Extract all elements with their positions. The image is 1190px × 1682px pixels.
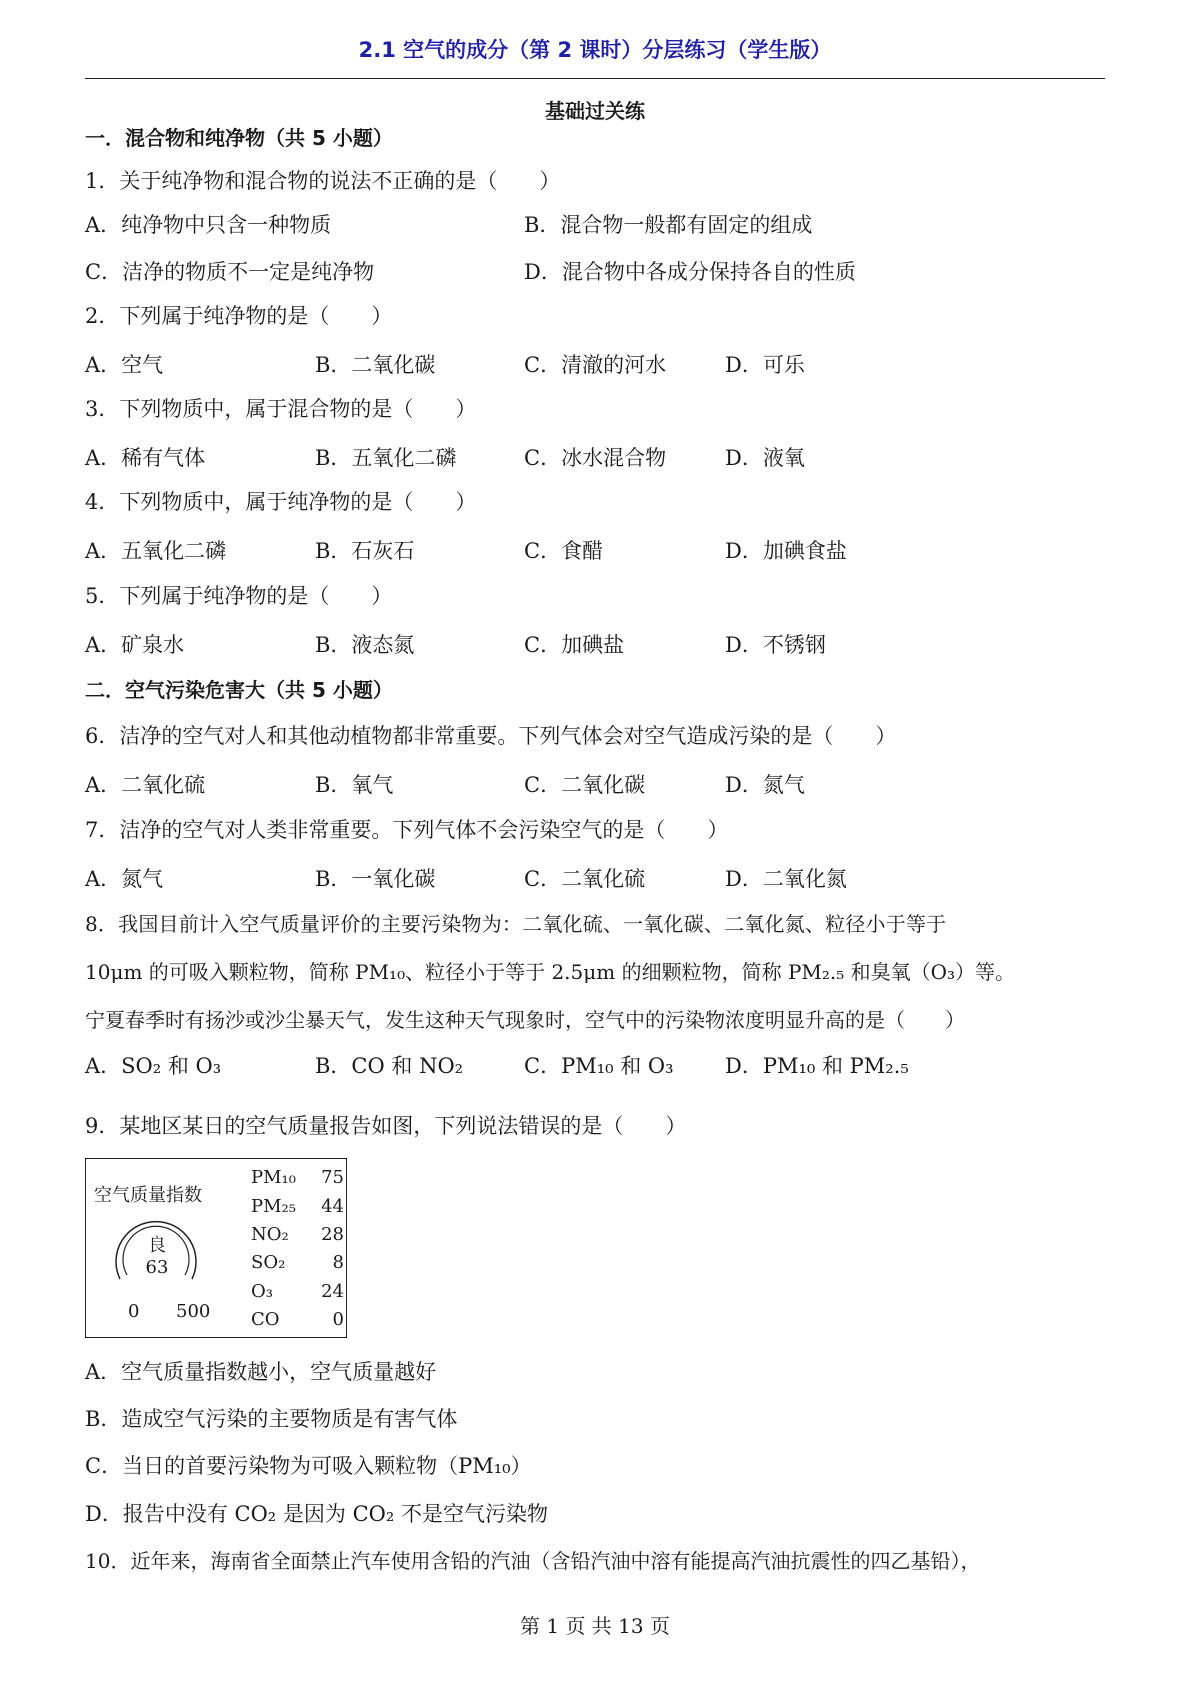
question-7-option-d: D．二氧化氮 [725,867,847,891]
question-6-option-b: B．氧气 [315,773,394,797]
question-4-option-b: B．石灰石 [315,539,415,563]
pollutant-value: 24 [321,1281,344,1302]
question-2-options [85,351,1105,379]
part2-heading: 二．空气污染危害大（共 5 小题） [85,678,393,702]
question-2-option-c: C．清澈的河水 [524,353,667,377]
question-7-option-a: A．氮气 [85,867,164,891]
question-6-option-c: C．二氧化碳 [524,773,646,797]
question-1-stem: 1．关于纯净物和混合物的说法不正确的是（ ） [85,169,561,193]
question-1-option-d: D．混合物中各成分保持各自的性质 [524,260,856,284]
question-7-option-b: B．一氧化碳 [315,867,436,891]
part1-heading: 一．混合物和纯净物（共 5 小题） [85,126,393,150]
pollutant-value: 75 [321,1167,344,1188]
question-9-option-d: D．报告中没有 CO₂ 是因为 CO₂ 不是空气污染物 [85,1502,548,1526]
pollutant-value: 8 [332,1252,344,1273]
question-3-stem: 3．下列物质中，属于混合物的是（ ） [85,397,477,421]
question-5-options [85,631,1105,659]
question-1-option-a: A．纯净物中只含一种物质 [85,213,332,237]
pollutant-name: CO [251,1309,280,1330]
question-8-stem-line2: 10μm 的可吸入颗粒物，简称 PM₁₀、粒径小于等于 2.5μm 的细颗粒物，简称 PM₂.₅ 和臭氧（O₃）等。 [85,960,1016,984]
question-10-stem: 10．近年来，海南省全面禁止汽车使用含铅的汽油（含铅汽油中溶有能提高汽油抗震性的四乙基铅）， [85,1549,981,1573]
aqi-value-text: 63 [145,1257,169,1278]
pollutant-name: PM₂₅ [251,1196,296,1217]
question-1-option-c: C．洁净的物质不一定是纯净物 [85,260,375,284]
question-9-option-c: C．当日的首要污染物为可吸入颗粒物（PM₁₀） [85,1454,532,1478]
air-quality-report-figure [85,1158,347,1338]
header-divider [85,78,1105,79]
question-5-option-c: C．加碘盐 [524,633,625,657]
question-4-stem: 4．下列物质中，属于纯净物的是（ ） [85,490,477,514]
pollutant-name: NO₂ [251,1224,289,1245]
question-1-option-b: B．混合物一般都有固定的组成 [524,213,813,237]
aqi-label: 空气质量指数 [94,1185,202,1206]
pollutant-name: O₃ [251,1281,273,1302]
question-6-option-d: D．氮气 [725,773,805,797]
question-8-options [85,1052,1105,1080]
pollutant-name: PM₁₀ [251,1167,296,1188]
question-8-option-b: B．CO 和 NO₂ [315,1054,464,1078]
question-6-options [85,771,1105,799]
pollutant-value: 0 [332,1309,344,1330]
question-3-option-d: D．液氧 [725,446,805,470]
question-6-option-a: A．二氧化硫 [85,773,206,797]
pollutant-value: 44 [321,1196,344,1217]
question-4-option-a: A．五氧化二磷 [85,539,227,563]
question-2-stem: 2．下列属于纯净物的是（ ） [85,304,393,328]
question-3-option-c: C．冰水混合物 [524,446,667,470]
pollutant-value: 28 [321,1224,344,1245]
question-5-option-d: D．不锈钢 [725,633,826,657]
question-2-option-a: A．空气 [85,353,164,377]
question-7-options [85,865,1105,893]
page-footer: 第 1 页 共 13 页 [520,1614,670,1638]
aqi-scale-min: 0 [128,1301,140,1322]
question-3-options [85,444,1105,472]
aqi-level-text: 良 [148,1235,166,1256]
question-8-stem-line3: 宁夏春季时有扬沙或沙尘暴天气，发生这种天气现象时，空气中的污染物浓度明显升高的是（ ） [85,1008,965,1032]
question-2-option-b: B．二氧化碳 [315,353,436,377]
question-4-option-d: D．加碘食盐 [725,539,847,563]
question-3-option-b: B．五氧化二磷 [315,446,457,470]
question-8-option-d: D．PM₁₀ 和 PM₂.₅ [725,1054,909,1078]
question-1-options-row1 [85,211,1105,239]
section-title: 基础过关练 [545,99,645,123]
question-5-option-b: B．液态氮 [315,633,415,657]
question-8-stem-line1: 8．我国目前计入空气质量评价的主要污染物为：二氧化硫、一氧化碳、二氧化氮、粒径小于等于 [85,912,947,936]
question-9-option-a: A．空气质量指数越小，空气质量越好 [85,1360,437,1384]
question-9-option-b: B．造成空气污染的主要物质是有害气体 [85,1407,458,1431]
question-8-option-c: C．PM₁₀ 和 O₃ [524,1054,674,1078]
question-3-option-a: A．稀有气体 [85,446,206,470]
question-4-option-c: C．食醋 [524,539,604,563]
question-6-stem: 6．洁净的空气对人和其他动植物都非常重要。下列气体会对空气造成污染的是（ ） [85,724,897,748]
pollutant-name: SO₂ [251,1252,286,1273]
question-7-option-c: C．二氧化硫 [524,867,646,891]
aqi-scale-max: 500 [176,1301,211,1322]
question-9-stem: 9．某地区某日的空气质量报告如图，下列说法错误的是（ ） [85,1114,687,1138]
question-2-option-d: D．可乐 [725,353,805,377]
question-5-stem: 5．下列属于纯净物的是（ ） [85,584,393,608]
question-1-options-row2 [85,258,1105,286]
document-title: 2.1 空气的成分（第 2 课时）分层练习（学生版） [358,38,832,62]
question-5-option-a: A．矿泉水 [85,633,185,657]
question-8-option-a: A．SO₂ 和 O₃ [85,1054,222,1078]
question-4-options [85,537,1105,565]
question-7-stem: 7．洁净的空气对人类非常重要。下列气体不会污染空气的是（ ） [85,818,729,842]
